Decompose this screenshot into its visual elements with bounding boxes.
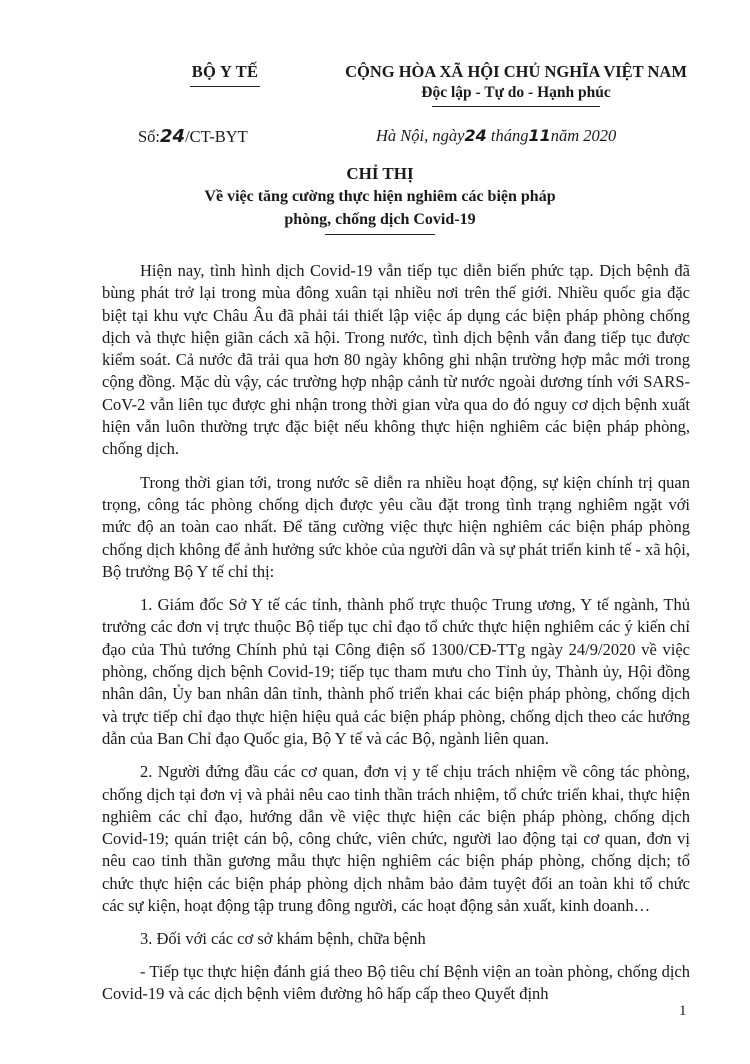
page-number: 1 xyxy=(679,1003,687,1019)
document-title-block xyxy=(120,164,640,235)
date-month-handwritten: 11 xyxy=(528,126,551,145)
date-month-word: tháng xyxy=(486,126,529,145)
document-type: CHỈ THỊ xyxy=(346,164,414,183)
date-day-handwritten: 24 xyxy=(464,126,487,145)
doc-number-prefix: Số: xyxy=(138,127,161,146)
document-number xyxy=(138,126,248,147)
title-underline xyxy=(325,234,435,235)
agency-name: BỘ Y TẾ xyxy=(191,62,259,81)
document-subject-line-1: Về việc tăng cường thực hiện nghiêm các biện pháp xyxy=(204,188,556,205)
issue-date xyxy=(376,126,616,146)
paragraph-item-3-heading: 3. Đối với các cơ sở khám bệnh, chữa bệnh xyxy=(140,929,426,949)
republic-name: CỘNG HÒA XÃ HỘI CHỦ NGHĨA VIỆT NAM xyxy=(345,62,687,81)
national-motto: Độc lập - Tự do - Hạnh phúc xyxy=(421,84,611,101)
paragraph-item-1: 1. Giám đốc Sở Y tế các tỉnh, thành phố trực thuộc Trung ương, Y tế ngành, Thủ trưởng các đơn vị trực thuộc Bộ tiếp tục chỉ đạo tổ chức thực hiện nghiêm các ý kiến chỉ đạo của Thủ tướng Chính phủ tại Công điện số 1300/CĐ-TTg ngày 24/9/2020 về việc phòng, chống dịch bệnh Covid-19; tiếp tục tham mưu cho Tỉnh ủy, Thành ủy, Hội đồng nhân dân, Ủy ban nhân dân tỉnh, thành phố triển khai các biện pháp phòng, chống dịch và trực tiếp chỉ đạo thực hiện hiệu quả các biện pháp phòng, chống dịch theo các hướng dẫn của Ban Chỉ đạo Quốc gia, Bộ Y tế và các Bộ, ngành liên quan. xyxy=(102,595,690,748)
paragraph-item-3-bullet: - Tiếp tục thực hiện đánh giá theo Bộ tiêu chí Bệnh viện an toàn phòng, chống dịch Covid-19 và các dịch bệnh viêm đường hô hấp cấp theo Quyết định xyxy=(102,961,690,1003)
agency-header xyxy=(140,62,310,87)
paragraph-item-2: 2. Người đứng đầu các cơ quan, đơn vị y tế chịu trách nhiệm về công tác phòng, chống dịch tại đơn vị và phải nêu cao tinh thần trách nhiệm, tổ chức triển khai, thực hiện nghiêm các chỉ đạo, hướng dẫn về việc thực hiện các biện pháp phòng, chống dịch Covid-19; quán triệt cán bộ, công chức, viên chức, người lao động tại cơ quan, đơn vị nêu cao tinh thần gương mẫu thực hiện nghiêm các biện pháp phòng, chống dịch; tổ chức thực hiện các biện pháp phòng dịch nhằm bảo đảm tuyệt đối an toàn khi tổ chức các sự kiện, hoạt động tập trung đông người, các hoạt động sản xuất, kinh doanh… xyxy=(102,762,690,916)
agency-underline xyxy=(190,86,260,87)
date-year: năm 2020 xyxy=(550,126,617,145)
national-header xyxy=(318,62,714,107)
date-prefix: Hà Nội, ngày xyxy=(376,126,465,145)
document-subject-line-2: phòng, chống dịch Covid-19 xyxy=(284,211,476,228)
doc-number-suffix: /CT-BYT xyxy=(185,127,248,146)
paragraph-situation: Hiện nay, tình hình dịch Covid-19 vẫn tiếp tục diễn biến phức tạp. Dịch bệnh đã bùng phát trở lại trong mùa đông xuân tại nhiều nơi trên thế giới. Nhiều quốc gia đặc biệt tại khu vực Châu Âu đã phải tái thiết lập việc áp dụng các biện pháp phòng chống dịch và thực hiện giãn cách xã hội. Trong nước, tình dịch bệnh vẫn đang tiếp tục được kiểm soát. Cả nước đã trải qua hơn 80 ngày không ghi nhận trường hợp mắc mới trong cộng đồng. Mặc dù vậy, các trường hợp nhập cảnh từ nước ngoài dương tính với SARS-CoV-2 vẫn liên tục được ghi nhận trong thời gian vừa qua do đó nguy cơ dịch bệnh xuất hiện vẫn luôn thường trực đặc biệt nếu không thực hiện nghiêm các biện pháp phòng, chống dịch. xyxy=(102,261,690,459)
doc-number-handwritten: 24 xyxy=(160,126,186,147)
document-body xyxy=(102,260,690,1016)
paragraph-directive-intro: Trong thời gian tới, trong nước sẽ diễn ra nhiều hoạt động, sự kiện chính trị quan trọng, công tác phòng chống dịch được yêu cầu đặt trong tình trạng nghiêm ngặt với mức độ an toàn cao nhất. Để tăng cường việc thực hiện nghiêm các biện pháp phòng chống dịch không để ảnh hưởng sức khỏe của người dân và sự phát triển kinh tế - xã hội, Bộ trưởng Bộ Y tế chỉ thị: xyxy=(102,472,690,581)
motto-underline xyxy=(432,106,600,107)
